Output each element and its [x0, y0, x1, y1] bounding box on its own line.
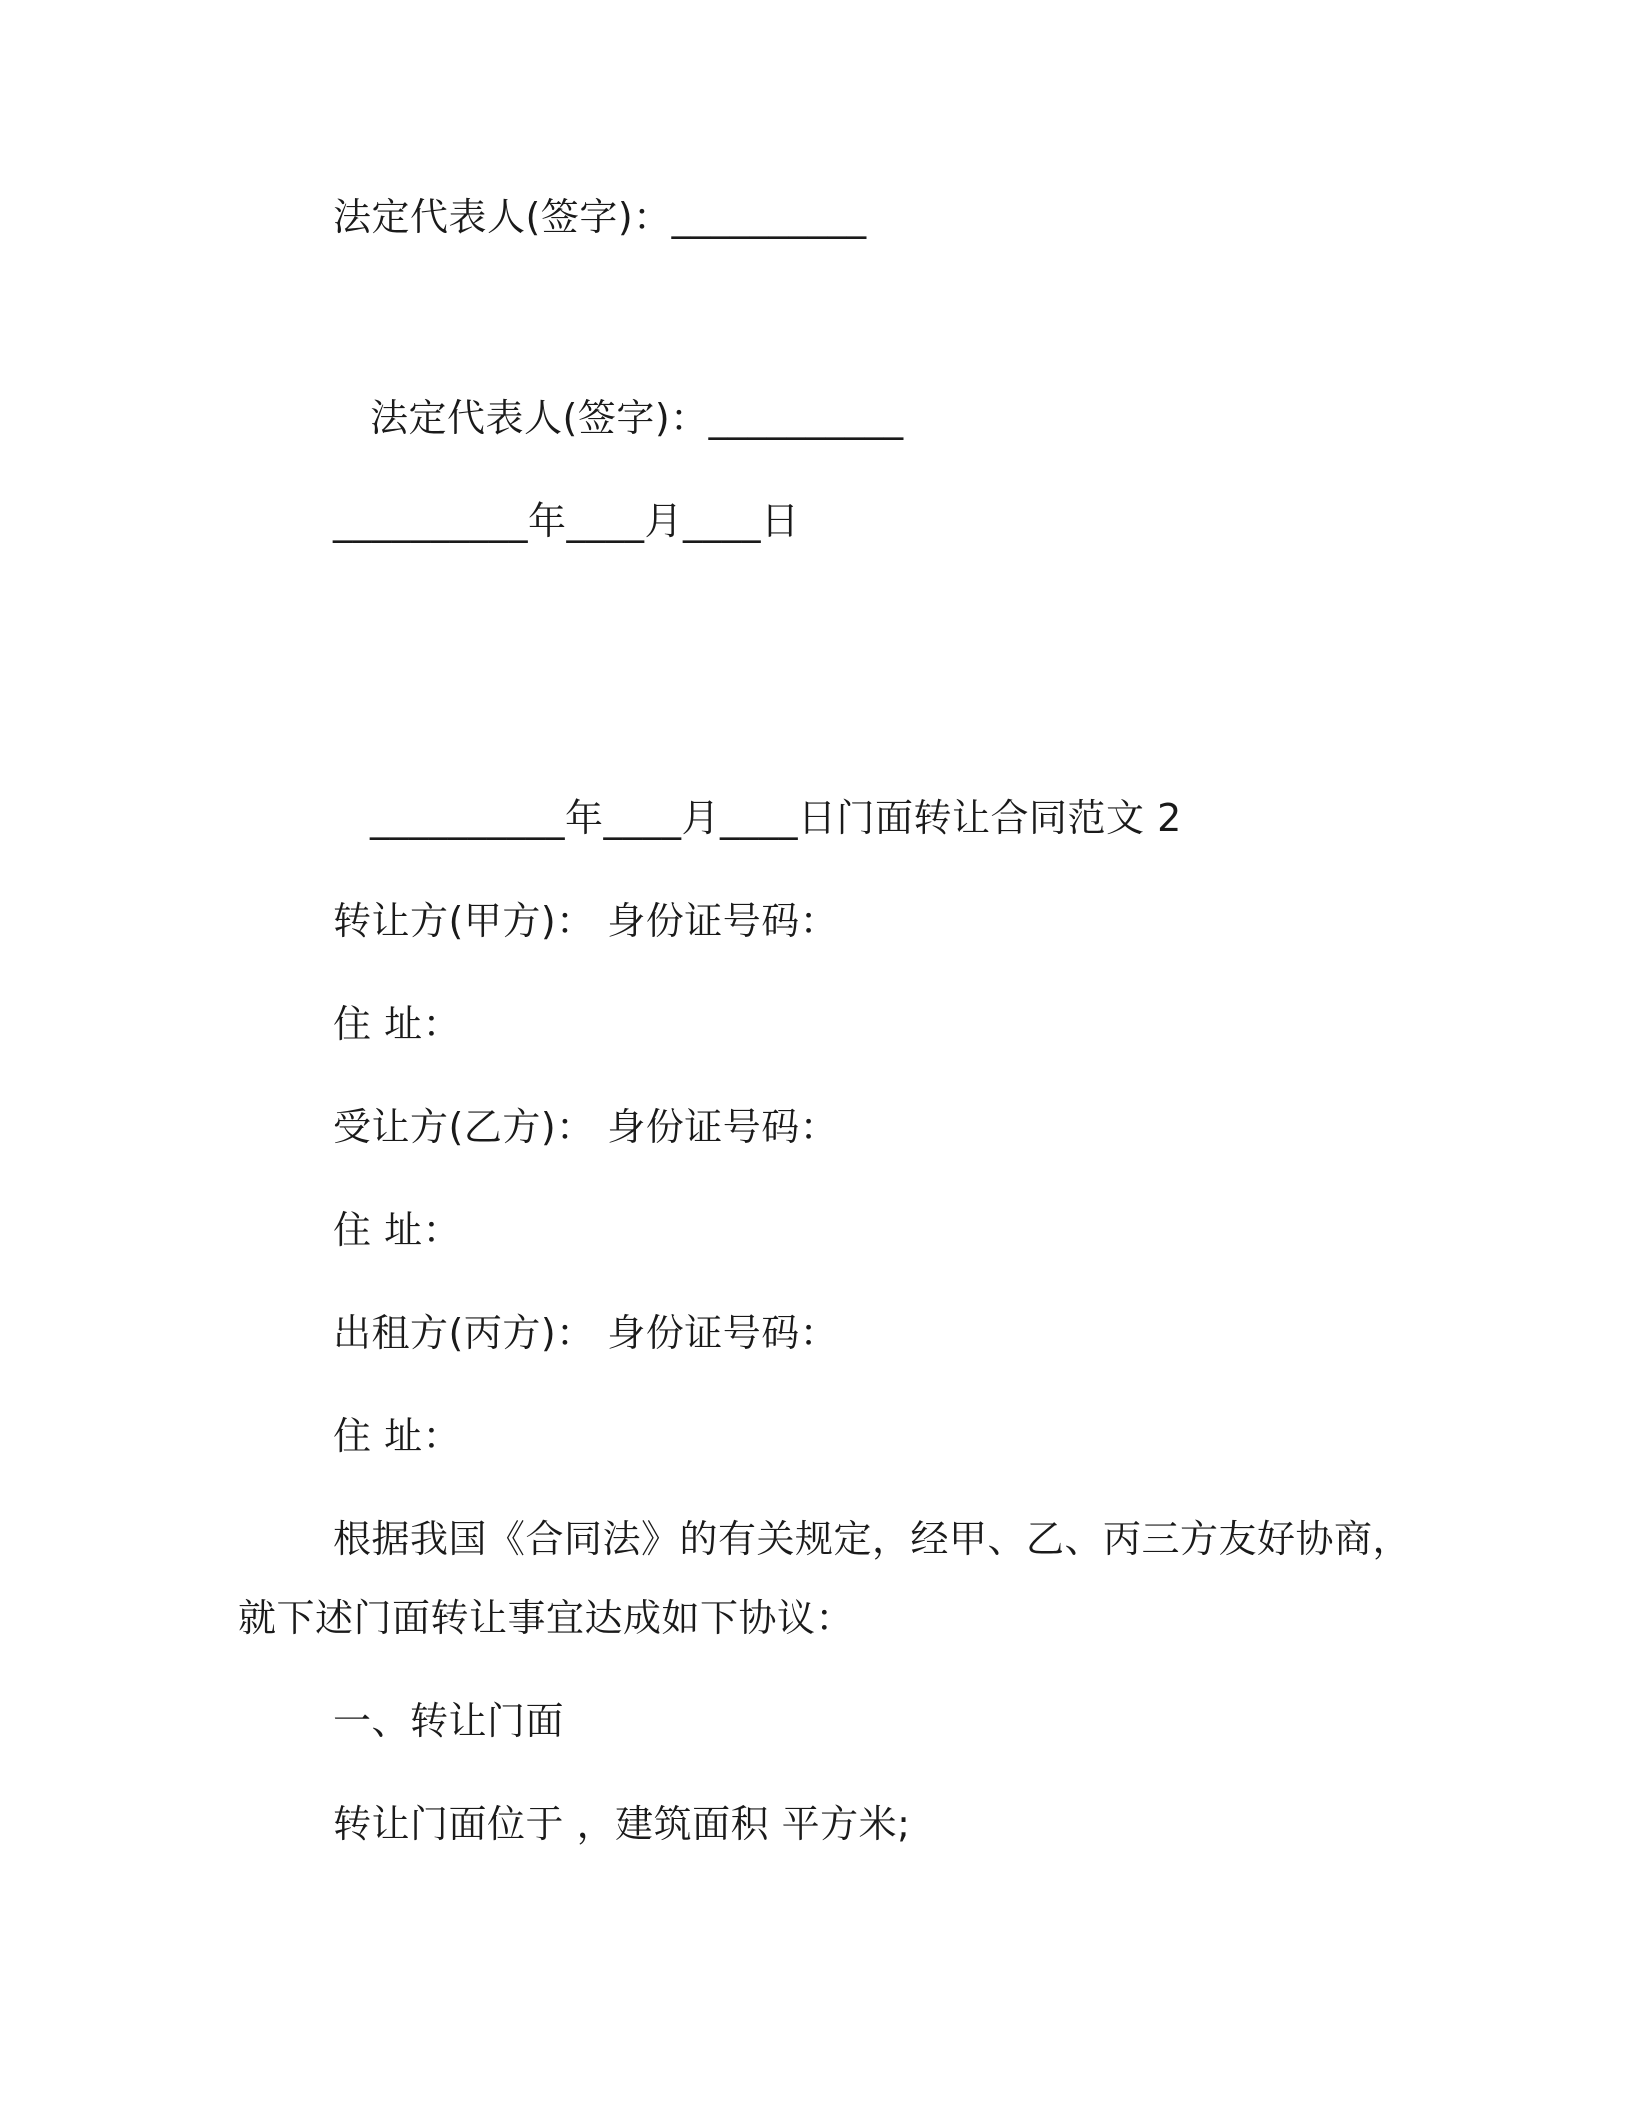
signature-line-2: 法定代表人(签字)：__________ — [370, 396, 904, 440]
party-a-address: 住 址： — [333, 1002, 462, 1046]
party-c-line: 出租方(丙方)： 身份证号码： — [333, 1311, 839, 1355]
party-b-address: 住 址： — [333, 1208, 462, 1252]
signature-line-1: 法定代表人(签字)：__________ — [333, 195, 867, 239]
preamble-line-2: 就下述门面转让事宜达成如下协议： — [238, 1596, 855, 1640]
party-a-line: 转让方(甲方)： 身份证号码： — [333, 899, 839, 943]
date-line: __________年____月____日 — [333, 499, 800, 543]
preamble-line-1: 根据我国《合同法》的有关规定，经甲、乙、丙三方友好协商， — [333, 1517, 1412, 1561]
party-b-line: 受让方(乙方)： 身份证号码： — [333, 1105, 839, 1149]
section-1-title: 一、转让门面 — [333, 1699, 565, 1743]
party-c-address: 住 址： — [333, 1414, 462, 1458]
section-1-text: 转让门面位于 ，建筑面积 平方米; — [333, 1802, 911, 1846]
contract-heading: __________年____月____日门面转让合同范文 2 — [370, 796, 1182, 840]
